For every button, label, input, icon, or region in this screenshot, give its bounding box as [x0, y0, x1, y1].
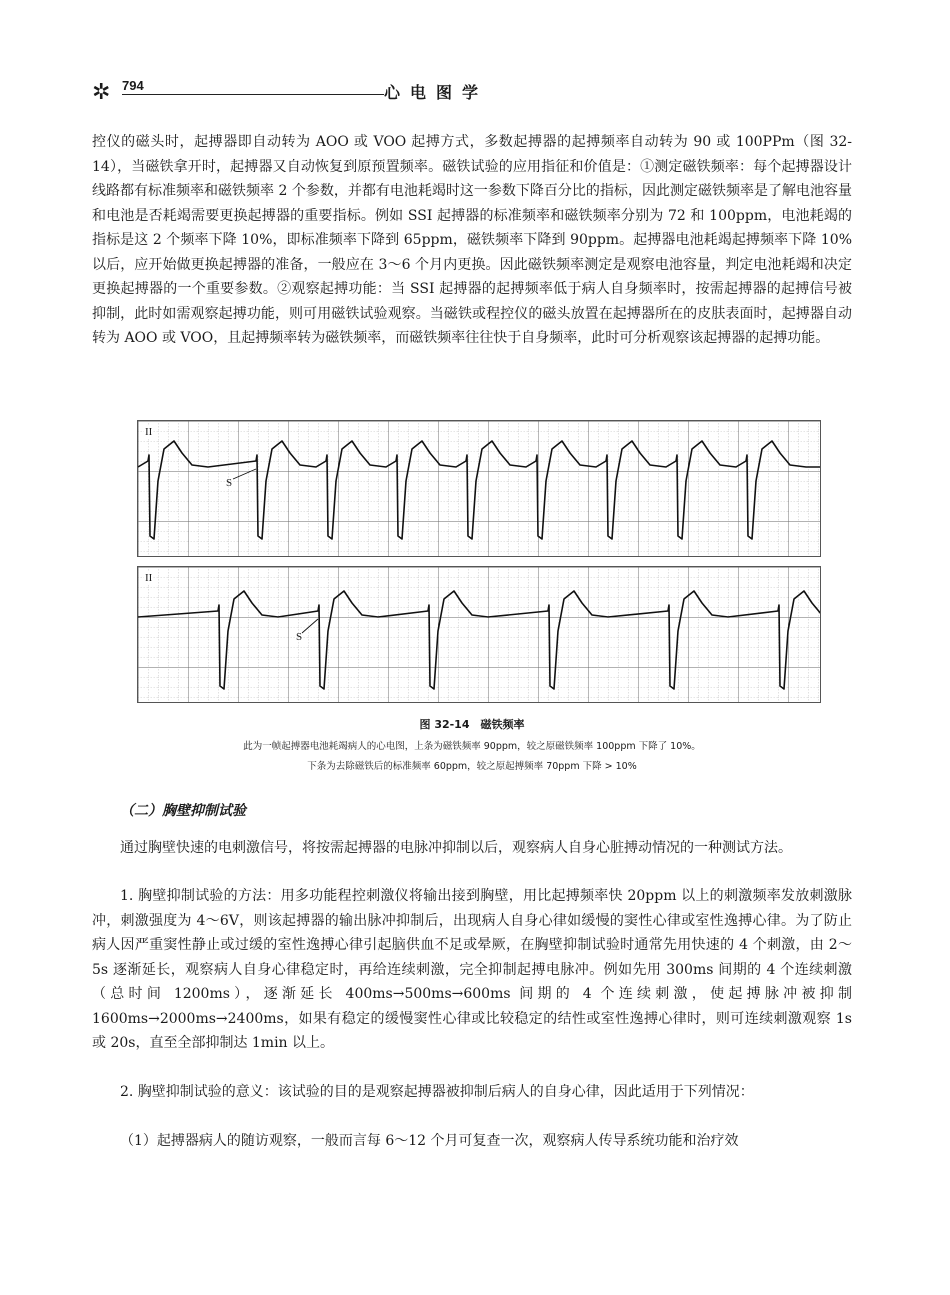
- ecg-trace-upper: [138, 421, 820, 556]
- paragraph-chest-wall-method: 1. 胸壁抑制试验的方法：用多功能程控刺激仪将输出接到胸壁，用比起搏频率快 20ppm 以上的刺激频率发放刺激脉冲，刺激强度为 4～6V，则该起搏器的输出脉冲抑制后，出现病人自身心律如缓慢的窦性心律或室性逸搏心律。为了防止病人因严重窦性静止或过缓的室性逸搏心律引起脑供血不足或晕厥，在胸壁抑制试验时通常先用快速的 4 个刺激，由 2～5s 逐渐延长，观察病人自身心律稳定时，再给连续刺激，完全抑制起搏电脉冲。例如先用 300ms 间期的 4 个连续刺激（总时间 1200ms），逐渐延长 400ms→500ms→600ms 间期的 4 个连续刺激，使起搏脉冲被抑制 1600ms→2000ms→2400ms，如果有稳定的缓慢窦性心律或比较稳定的结性或室性逸搏心律时，则可连续刺激观察 1s 或 20s，直至全部抑制达 1min 以上。: [92, 888, 852, 1051]
- stimulus-label-upper: S: [226, 477, 233, 489]
- section-heading: （二）胸壁抑制试验: [120, 803, 246, 819]
- lead-label-lower: II: [145, 572, 153, 584]
- stimulus-label-lower: S: [296, 631, 303, 643]
- ecg-strip-upper: [137, 420, 821, 557]
- page-number: 794: [122, 78, 144, 93]
- paragraph-chest-wall-definition: 通过胸壁快速的电刺激信号，将按需起搏器的电脉冲抑制以后，观察病人自身心脏搏动情况的一种测试方法。: [120, 840, 792, 856]
- star-ornament-icon: ✲: [92, 80, 111, 105]
- paragraph-magnet-test: 控仪的磁头时，起搏器即自动转为 AOO 或 VOO 起搏方式，多数起搏器的起搏频率自动转为 90 或 100PPm（图 32-14），当磁铁拿开时，起搏器又自动恢复到原预置频率。磁铁试验的应用指征和价值是：①测定磁铁频率：每个起搏器设计线路都有标准频率和磁铁频率 2 个参数，并都有电池耗竭时这一参数下降百分比的指标，因此测定磁铁频率是了解电池容量和电池是否耗竭需要更换起搏器的重要指标。例如 SSI 起搏器的标准频率和磁铁频率分别为 72 和 100ppm，电池耗竭的指标是这 2 个频率下降 10%，即标准频率下降到 65ppm，磁铁频率下降到 90ppm。起搏器电池耗竭起搏频率下降 10% 以后，应开始做更换起搏器的准备，一般应在 3～6 个月内更换。因此磁铁频率测定是观察电池容量，判定电池耗竭和决定更换起搏器的一个重要参数。②观察起搏功能：当 SSI 起搏器的起搏频率低于病人自身频率时，按需起搏器的起搏信号被抑制，此时如需观察起搏功能，则可用磁铁试验观察。当磁铁或程控仪的磁头放置在起搏器所在的皮肤表面时，起搏器自动转为 AOO 或 VOO，且起搏频率转为磁铁频率，而磁铁频率往往快于自身频率，此时可分析观察该起搏器的起搏功能。: [92, 134, 852, 346]
- ecg-trace-lower: [138, 567, 820, 702]
- figure-caption-line-2: 下条为去除磁铁后的标准频率 60ppm，较之原起搏频率 70ppm 下降 > 10%: [307, 761, 637, 772]
- paragraph-followup-item: （1）起搏器病人的随访观察，一般而言每 6～12 个月可复查一次，观察病人传导系统功能和治疗效: [120, 1133, 739, 1149]
- header-rule: [122, 94, 384, 95]
- lead-label-upper: II: [145, 426, 153, 438]
- figure-caption-line-1: 此为一帧起搏器电池耗竭病人的心电图，上条为磁铁频率 90ppm，较之原磁铁频率 100ppm 下降了 10%。: [243, 741, 701, 752]
- book-title: 心电图学: [384, 83, 489, 102]
- ecg-strip-lower: [137, 566, 821, 703]
- paragraph-chest-wall-significance: 2. 胸壁抑制试验的意义：该试验的目的是观察起搏器被抑制后病人的自身心律，因此适用于下列情况：: [120, 1084, 754, 1100]
- figure-caption-title: 图 32-14 磁铁频率: [419, 718, 525, 731]
- page-header: [92, 78, 852, 106]
